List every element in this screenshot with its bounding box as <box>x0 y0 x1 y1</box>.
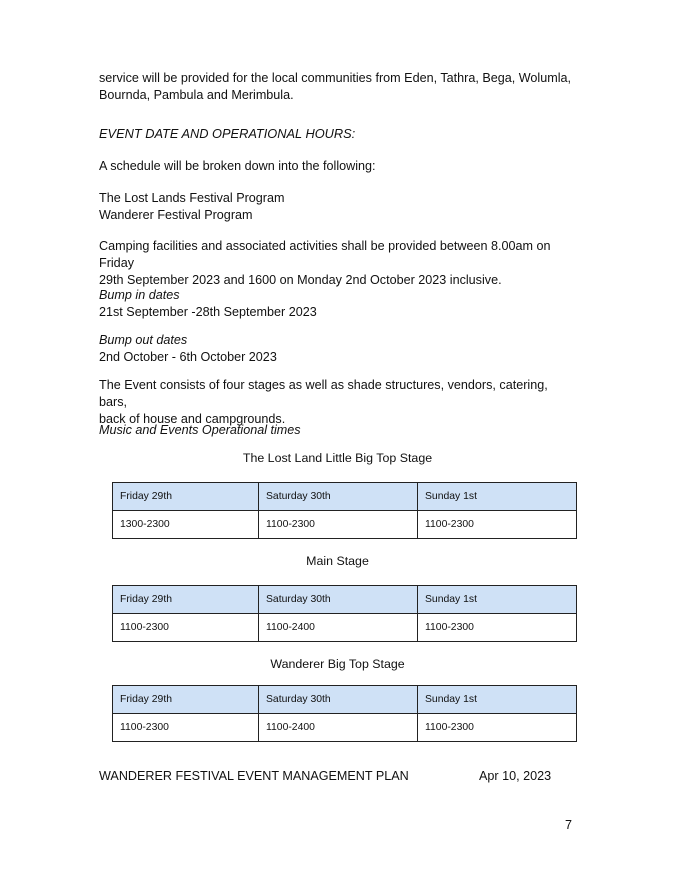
time-cell: 1100-2400 <box>259 614 418 642</box>
stages-paragraph <box>99 377 579 428</box>
intro-line-1: service will be provided for the local communities from Eden, Tathra, Bega, Wolumla, <box>99 71 572 85</box>
table-header-row <box>113 586 577 614</box>
table-title-wanderer: Wanderer Big Top Stage <box>270 657 405 671</box>
header-cell: Sunday 1st <box>418 686 577 714</box>
table-header-row <box>113 483 577 511</box>
schedule-table-lost-land <box>112 482 577 539</box>
header-cell: Saturday 30th <box>259 483 418 511</box>
bump-in-label: Bump in dates <box>99 288 180 302</box>
footer-date: Apr 10, 2023 <box>479 769 552 783</box>
camping-paragraph <box>99 238 579 289</box>
stages-line-1: The Event consists of four stages as well as shade structures, vendors, catering, bars, <box>99 378 548 409</box>
table-row <box>113 714 577 742</box>
header-cell: Saturday 30th <box>259 586 418 614</box>
header-cell: Sunday 1st <box>418 483 577 511</box>
stages-line-2: back of house and campgrounds. <box>99 412 286 426</box>
bump-in-value: 21st September -28th September 2023 <box>99 305 317 319</box>
music-heading: Music and Events Operational times <box>99 423 301 437</box>
table-title-lost-land: The Lost Land Little Big Top Stage <box>242 451 433 465</box>
bump-out-label: Bump out dates <box>99 333 188 347</box>
program-list <box>99 190 579 224</box>
section-heading: EVENT DATE AND OPERATIONAL HOURS: <box>99 126 356 141</box>
camping-line-1: Camping facilities and associated activities shall be provided between 8.00am on Friday <box>99 239 551 270</box>
bump-in-block <box>99 287 579 321</box>
schedule-table-main-stage <box>112 585 577 642</box>
page-number: 7 <box>565 818 573 832</box>
table-row <box>113 614 577 642</box>
time-cell: 1100-2300 <box>113 714 259 742</box>
bump-out-block <box>99 332 579 366</box>
intro-paragraph <box>99 70 579 104</box>
time-cell: 1300-2300 <box>113 511 259 539</box>
bump-out-value: 2nd October - 6th October 2023 <box>99 350 277 364</box>
table-row <box>113 511 577 539</box>
time-cell: 1100-2300 <box>418 511 577 539</box>
time-cell: 1100-2300 <box>418 614 577 642</box>
footer-title: WANDERER FESTIVAL EVENT MANAGEMENT PLAN <box>99 769 409 783</box>
time-cell: 1100-2400 <box>259 714 418 742</box>
time-cell: 1100-2300 <box>418 714 577 742</box>
time-cell: 1100-2300 <box>259 511 418 539</box>
header-cell: Sunday 1st <box>418 586 577 614</box>
header-cell: Saturday 30th <box>259 686 418 714</box>
schedule-table-wanderer <box>112 685 577 742</box>
header-cell: Friday 29th <box>113 483 259 511</box>
schedule-intro: A schedule will be broken down into the following: <box>99 159 376 173</box>
program-item: The Lost Lands Festival Program <box>99 191 285 205</box>
camping-line-2: 29th September 2023 and 1600 on Monday 2nd October 2023 inclusive. <box>99 273 502 287</box>
header-cell: Friday 29th <box>113 586 259 614</box>
table-title-main-stage: Main Stage <box>306 554 369 568</box>
header-cell: Friday 29th <box>113 686 259 714</box>
program-item: Wanderer Festival Program <box>99 208 253 222</box>
intro-line-2: Bournda, Pambula and Merimbula. <box>99 88 294 102</box>
table-header-row <box>113 686 577 714</box>
time-cell: 1100-2300 <box>113 614 259 642</box>
